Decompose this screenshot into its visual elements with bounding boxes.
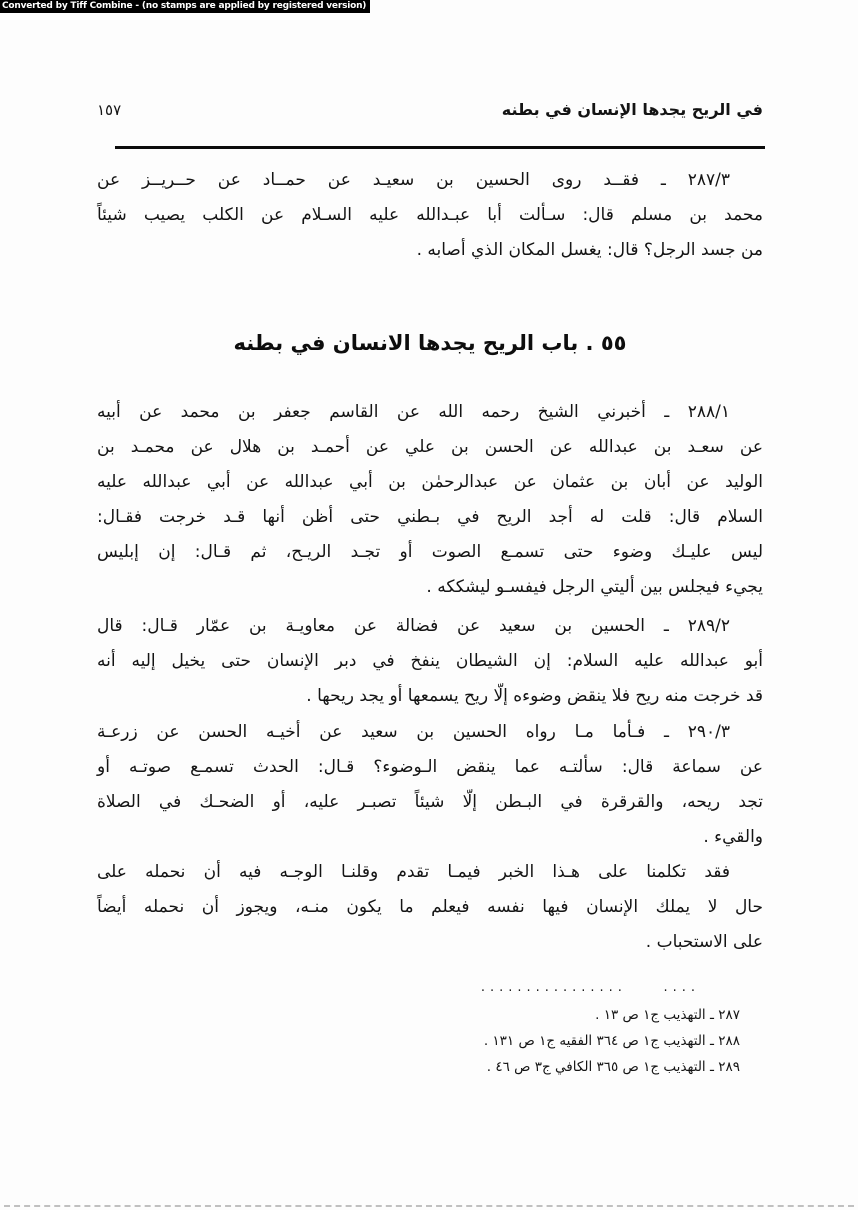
text-line: حال لا يملك الإنسان فيها نفسه فيعلم ما يكون منـه، ويجوز أن نحمله أيضاً bbox=[97, 897, 763, 917]
paragraph-287 bbox=[97, 163, 763, 268]
text-line: فقد تكلمنا على هـذا الخبر فيمـا تقدم وقلنـا الوجـه فيه أن نحمله على bbox=[97, 862, 730, 882]
paragraph-289 bbox=[97, 609, 763, 714]
text-line: السلام قال: قلت له أجد الريح في بـطني حتى أظن أنها قـد خرجت فقـال: bbox=[97, 507, 763, 527]
page-header bbox=[97, 100, 763, 119]
header-rule bbox=[115, 146, 765, 149]
footnote-289: ٢٨٩ ـ التهذيب ج١ ص ٣٦٥ الكافي ج٣ ص ٤٦ . bbox=[486, 1059, 740, 1075]
text-line: عن سماعة قال: سألتـه عما ينقض الـوضوء؟ قـال: الحدث تسمـع صوتـه أو bbox=[97, 757, 763, 777]
text-line: عن سعـد بن عبدالله عن الحسن بن علي عن أحمـد بن هلال عن محمـد بن bbox=[97, 437, 763, 457]
footnotes bbox=[484, 1002, 740, 1080]
text-line: أبو عبدالله عليه السلام: إن الشيطان ينفخ في دبر الإنسان حتى يخيل إليه أنه bbox=[97, 651, 763, 671]
paragraph-290 bbox=[97, 715, 763, 855]
text-line: من جسد الرجل؟ قال: يغسل المكان الذي أصابه . bbox=[416, 240, 763, 260]
text-line: ٢٨٧/٣ ـ فقــد روى الحسين بن سعيـد عن حمــاد عن حــريــز عن bbox=[97, 170, 730, 190]
text-line: تجد ريحه، والقرقرة في البـطن إلّا شيئاً تصبـر عليه، أو الضحـك في الصلاة bbox=[97, 792, 763, 812]
text-line: والقيء . bbox=[703, 827, 763, 847]
text-line: ٢٩٠/٣ ـ فـأما مـا رواه الحسين بن سعيد عن أخيـه الحسن عن زرعـة bbox=[97, 722, 730, 742]
text-line: يجيء فيجلس بين أليتي الرجل فيفسـو ليشككه . bbox=[426, 577, 763, 597]
scan-edge-artifact bbox=[4, 1205, 854, 1207]
chapter-heading: ٥٥ . باب الريح يجدها الانسان في بطنه bbox=[233, 331, 627, 355]
running-title: في الريح يجدها الإنسان في بطنه bbox=[501, 100, 763, 119]
tiff-combine-banner: Converted by Tiff Combine - (no stamps are applied by registered version) bbox=[0, 0, 370, 13]
paragraph-commentary bbox=[97, 855, 763, 960]
paragraph-288 bbox=[97, 395, 763, 605]
text-line: ٢٨٨/١ ـ أخبرني الشيخ رحمه الله عن القاسم جعفر بن محمد عن أبيه bbox=[97, 402, 730, 422]
text-line: ليس عليـك وضوء حتى تسمـع الصوت أو تجـد الريـح، ثم قـال: إن إبليس bbox=[97, 542, 763, 562]
footnote-287: ٢٨٧ ـ التهذيب ج١ ص ١٣ . bbox=[595, 1007, 740, 1023]
footnote-288: ٢٨٨ ـ التهذيب ج١ ص ٣٦٤ الفقيه ج١ ص ١٣١ . bbox=[483, 1033, 740, 1049]
text-line: الوليد عن أبان بن عثمان عن عبدالرحمٰن بن أبي عبدالله عن أبي عبدالله عليه bbox=[97, 472, 763, 492]
page-number: ١٥٧ bbox=[97, 101, 122, 119]
text-line: قد خرجت منه ريح فلا ينقض وضوءه إلّا ريح يسمعها أو يجد ريحها . bbox=[306, 686, 763, 706]
text-line: محمد بن مسلم قال: سـألت أبا عبـدالله عليه السـلام عن الكلب يصيب شيئاً bbox=[97, 205, 763, 225]
text-line: ٢٨٩/٢ ـ الحسين بن سعيد عن فضالة عن معاويـة بن عمّار قـال: قال bbox=[97, 616, 730, 636]
text-line: على الاستحباب . bbox=[645, 932, 763, 952]
footnote-separator: ................ .... bbox=[480, 980, 700, 995]
